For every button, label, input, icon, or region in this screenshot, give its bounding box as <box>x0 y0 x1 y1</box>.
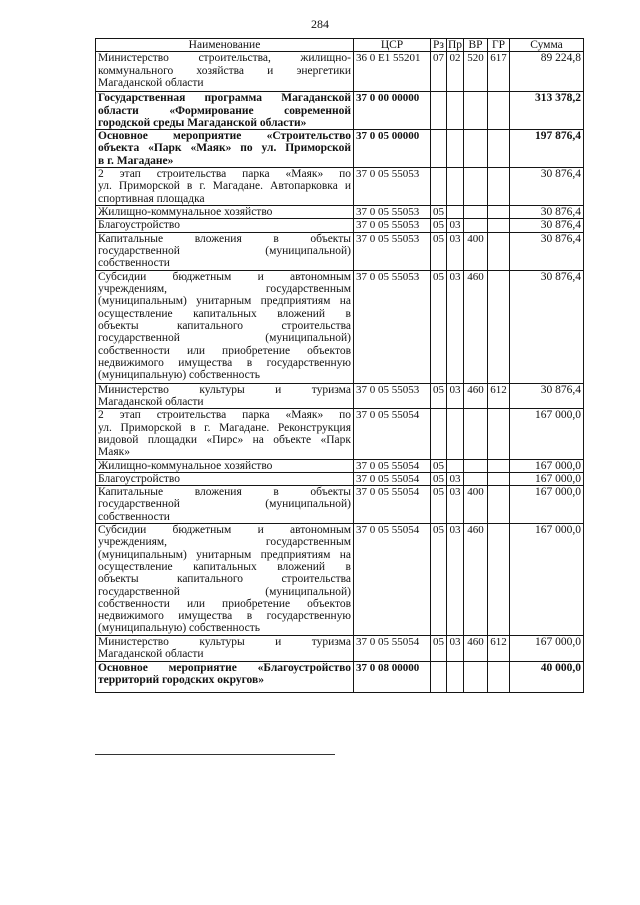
page-number: 284 <box>311 17 329 31</box>
sum-cell: 167 000,0 <box>510 636 584 662</box>
header-name: Наименование <box>96 39 354 52</box>
vr-cell: 460 <box>464 270 488 383</box>
text-line: собственности или приобретение объектов <box>98 344 351 357</box>
text-line: Государственная программа Магаданской <box>98 92 351 105</box>
csr-cell: 37 0 05 55053 <box>354 168 431 206</box>
csr-cell: 36 0 E1 55201 <box>354 52 431 92</box>
gr-cell <box>488 524 510 636</box>
text-line: осуществление капитальных вложений в <box>98 307 351 320</box>
text-line: области «Формирование современной <box>98 104 351 117</box>
vr-cell: 400 <box>464 232 488 270</box>
text-line: государственной (муниципальной) <box>98 585 351 598</box>
gr-cell <box>488 232 510 270</box>
vr-cell: 460 <box>464 383 488 409</box>
sum-cell: 40 000,0 <box>510 661 584 692</box>
gr-cell <box>488 472 510 485</box>
pr-cell <box>447 661 464 692</box>
text-line: собственности <box>98 257 170 270</box>
text-line: Благоустройство <box>98 219 180 232</box>
sum-cell: 313 378,2 <box>510 92 584 130</box>
name-cell <box>96 168 354 206</box>
table-row <box>96 52 584 92</box>
text-line: Субсидии бюджетным и автономным <box>98 270 351 283</box>
sum-cell: 89 224,8 <box>510 52 584 92</box>
table-row <box>96 383 584 409</box>
vr-cell: 400 <box>464 486 488 524</box>
name-cell <box>96 459 354 472</box>
text-line: Основное мероприятие «Строительство <box>98 130 351 143</box>
text-line: городской среды Магаданской области» <box>98 116 307 129</box>
name-cell <box>96 206 354 219</box>
gr-cell <box>488 409 510 459</box>
vr-cell <box>464 219 488 232</box>
row-name <box>98 524 351 635</box>
pr-cell <box>447 206 464 219</box>
csr-cell: 37 0 05 55054 <box>354 459 431 472</box>
name-cell <box>96 270 354 383</box>
sum-cell: 30 876,4 <box>510 219 584 232</box>
vr-cell: 520 <box>464 52 488 92</box>
text-line: недвижимого имущества в государственную <box>98 610 351 623</box>
table-row <box>96 459 584 472</box>
row-name <box>98 52 351 89</box>
pr-cell <box>447 92 464 130</box>
row-name <box>98 233 351 270</box>
text-line: спортивная площадка <box>98 192 205 205</box>
row-name <box>98 636 351 661</box>
rz-cell: 05 <box>431 524 447 636</box>
text-line: объекта «Парк «Маяк» по ул. Приморской <box>98 142 351 155</box>
text-line: видовой площадки «Пирс» на объекте «Парк <box>98 433 351 446</box>
sum-cell: 30 876,4 <box>510 206 584 219</box>
text-line: учреждениям, государственным <box>98 536 351 549</box>
csr-cell: 37 0 05 55054 <box>354 472 431 485</box>
row-name <box>98 168 351 205</box>
rz-cell: 05 <box>431 459 447 472</box>
name-cell <box>96 661 354 692</box>
table-row <box>96 661 584 692</box>
vr-cell <box>464 92 488 130</box>
vr-cell <box>464 661 488 692</box>
csr-cell: 37 0 05 55054 <box>354 409 431 459</box>
csr-cell: 37 0 05 55054 <box>354 486 431 524</box>
text-line: учреждениям, государственным <box>98 283 351 296</box>
header-vr: ВР <box>464 39 488 52</box>
vr-cell <box>464 472 488 485</box>
gr-cell: 612 <box>488 383 510 409</box>
rz-cell: 05 <box>431 383 447 409</box>
gr-cell: 612 <box>488 636 510 662</box>
pr-cell <box>447 168 464 206</box>
name-cell <box>96 232 354 270</box>
sum-cell: 30 876,4 <box>510 232 584 270</box>
header-gr: ГР <box>488 39 510 52</box>
text-line: государственной (муниципальной) <box>98 245 351 258</box>
text-line: Магаданской области <box>98 76 204 89</box>
text-line: Капитальные вложения в объекты <box>98 486 351 499</box>
gr-cell <box>488 168 510 206</box>
table-row <box>96 270 584 383</box>
rz-cell: 05 <box>431 206 447 219</box>
name-cell <box>96 524 354 636</box>
name-cell <box>96 383 354 409</box>
row-name <box>98 130 351 167</box>
row-name <box>98 219 351 231</box>
row-name <box>98 409 351 458</box>
rz-cell <box>431 661 447 692</box>
sum-cell: 30 876,4 <box>510 168 584 206</box>
vr-cell: 460 <box>464 636 488 662</box>
name-cell <box>96 636 354 662</box>
rz-cell: 05 <box>431 472 447 485</box>
text-line: осуществление капитальных вложений в <box>98 560 351 573</box>
row-name <box>98 271 351 382</box>
table-row <box>96 636 584 662</box>
rz-cell: 05 <box>431 270 447 383</box>
csr-cell: 37 0 00 00000 <box>354 92 431 130</box>
gr-cell <box>488 459 510 472</box>
row-name <box>98 460 351 472</box>
pr-cell: 03 <box>447 486 464 524</box>
gr-cell <box>488 219 510 232</box>
text-line: Министерство культуры и туризма <box>98 383 351 396</box>
name-cell <box>96 472 354 485</box>
name-cell <box>96 486 354 524</box>
sum-cell: 167 000,0 <box>510 524 584 636</box>
row-name <box>98 473 351 485</box>
text-line: собственности <box>98 510 170 523</box>
gr-cell: 617 <box>488 52 510 92</box>
text-line: коммунального хозяйства и энергетики <box>98 64 351 77</box>
header-rz: Рз <box>431 39 447 52</box>
text-line: недвижимого имущества в государственную <box>98 356 351 369</box>
rz-cell <box>431 409 447 459</box>
text-line: собственности или приобретение объектов <box>98 597 351 610</box>
rz-cell <box>431 92 447 130</box>
text-line: Магаданской области <box>98 396 204 409</box>
row-name <box>98 206 351 218</box>
name-cell <box>96 409 354 459</box>
table-header-row <box>96 39 584 52</box>
rz-cell <box>431 168 447 206</box>
table-row <box>96 92 584 130</box>
csr-cell: 37 0 05 55054 <box>354 524 431 636</box>
vr-cell <box>464 459 488 472</box>
budget-table <box>95 38 584 693</box>
pr-cell <box>447 409 464 459</box>
text-line: 2 этап строительства парка «Маяк» по <box>98 168 351 181</box>
table-row <box>96 486 584 524</box>
pr-cell: 03 <box>447 472 464 485</box>
rz-cell <box>431 130 447 168</box>
name-cell <box>96 52 354 92</box>
sum-cell: 167 000,0 <box>510 409 584 459</box>
vr-cell <box>464 168 488 206</box>
sum-cell: 30 876,4 <box>510 383 584 409</box>
pr-cell: 03 <box>447 219 464 232</box>
text-line: Маяк» <box>98 446 130 459</box>
gr-cell <box>488 206 510 219</box>
table-row <box>96 232 584 270</box>
text-line: объекты капитального строительства <box>98 319 351 332</box>
csr-cell: 37 0 05 55053 <box>354 206 431 219</box>
vr-cell: 460 <box>464 524 488 636</box>
gr-cell <box>488 130 510 168</box>
pr-cell: 03 <box>447 383 464 409</box>
gr-cell <box>488 661 510 692</box>
gr-cell <box>488 486 510 524</box>
vr-cell <box>464 409 488 459</box>
text-line: государственной (муниципальной) <box>98 498 351 511</box>
text-line: Магаданской области <box>98 648 204 661</box>
csr-cell: 37 0 05 55053 <box>354 219 431 232</box>
row-name <box>98 486 351 523</box>
rz-cell: 05 <box>431 486 447 524</box>
text-line: ул. Приморской в г. Магадане. Автопарковка и <box>98 180 351 193</box>
table-row <box>96 206 584 219</box>
table-row <box>96 168 584 206</box>
text-line: Жилищно-коммунальное хозяйство <box>98 206 273 219</box>
row-name <box>98 92 351 129</box>
csr-cell: 37 0 05 55053 <box>354 232 431 270</box>
sum-cell: 197 876,4 <box>510 130 584 168</box>
header-pr: Пр <box>447 39 463 51</box>
sum-cell: 167 000,0 <box>510 486 584 524</box>
pr-cell: 03 <box>447 524 464 636</box>
vr-cell <box>464 206 488 219</box>
sum-cell: 30 876,4 <box>510 270 584 383</box>
csr-cell: 37 0 05 55054 <box>354 636 431 662</box>
csr-cell: 37 0 08 00000 <box>354 661 431 692</box>
footnote-separator <box>95 754 335 755</box>
rz-cell: 05 <box>431 232 447 270</box>
text-line: в г. Магадане» <box>98 154 174 167</box>
text-line: Капитальные вложения в объекты <box>98 232 351 245</box>
text-line: Благоустройство <box>98 472 180 485</box>
header-csr: ЦСР <box>354 39 431 52</box>
text-line: Основное мероприятие «Благоустройство <box>98 661 351 674</box>
text-line: Жилищно-коммунальное хозяйство <box>98 459 273 472</box>
pr-cell <box>447 130 464 168</box>
table-row <box>96 219 584 232</box>
row-name <box>98 384 351 409</box>
sum-cell: 167 000,0 <box>510 459 584 472</box>
pr-cell: 02 <box>447 52 464 92</box>
vr-cell <box>464 130 488 168</box>
table-row <box>96 472 584 485</box>
sum-cell: 167 000,0 <box>510 472 584 485</box>
table-row <box>96 409 584 459</box>
rz-cell: 07 <box>431 52 447 92</box>
text-line: 2 этап строительства парка «Маяк» по <box>98 409 351 422</box>
text-line: объекты капитального строительства <box>98 573 351 586</box>
text-line: территорий городских округов» <box>98 673 264 686</box>
pr-cell: 03 <box>447 232 464 270</box>
table-row <box>96 524 584 636</box>
text-line: Субсидии бюджетным и автономным <box>98 524 351 537</box>
gr-cell <box>488 92 510 130</box>
name-cell <box>96 219 354 232</box>
text-line: Министерство строительства, жилищно- <box>98 52 351 65</box>
csr-cell: 37 0 05 00000 <box>354 130 431 168</box>
header-sum: Сумма <box>510 39 584 52</box>
text-line: (муниципальным) унитарным предприятиям на <box>98 295 351 308</box>
text-line: (муниципальную) собственность <box>98 369 261 382</box>
text-line: (муниципальным) унитарным предприятиям на <box>98 548 351 561</box>
table-row <box>96 130 584 168</box>
pr-cell: 03 <box>447 636 464 662</box>
csr-cell: 37 0 05 55053 <box>354 270 431 383</box>
rz-cell: 05 <box>431 636 447 662</box>
gr-cell <box>488 270 510 383</box>
row-name <box>98 662 351 687</box>
text-line: государственной (муниципальной) <box>98 332 351 345</box>
text-line: Министерство культуры и туризма <box>98 636 351 649</box>
pr-cell: 03 <box>447 270 464 383</box>
rz-cell: 05 <box>431 219 447 232</box>
csr-cell: 37 0 05 55053 <box>354 383 431 409</box>
name-cell <box>96 92 354 130</box>
text-line: (муниципальную) собственность <box>98 622 261 635</box>
text-line: ул. Приморской в г. Магадане. Реконструкция <box>98 421 351 434</box>
name-cell <box>96 130 354 168</box>
pr-cell <box>447 459 464 472</box>
